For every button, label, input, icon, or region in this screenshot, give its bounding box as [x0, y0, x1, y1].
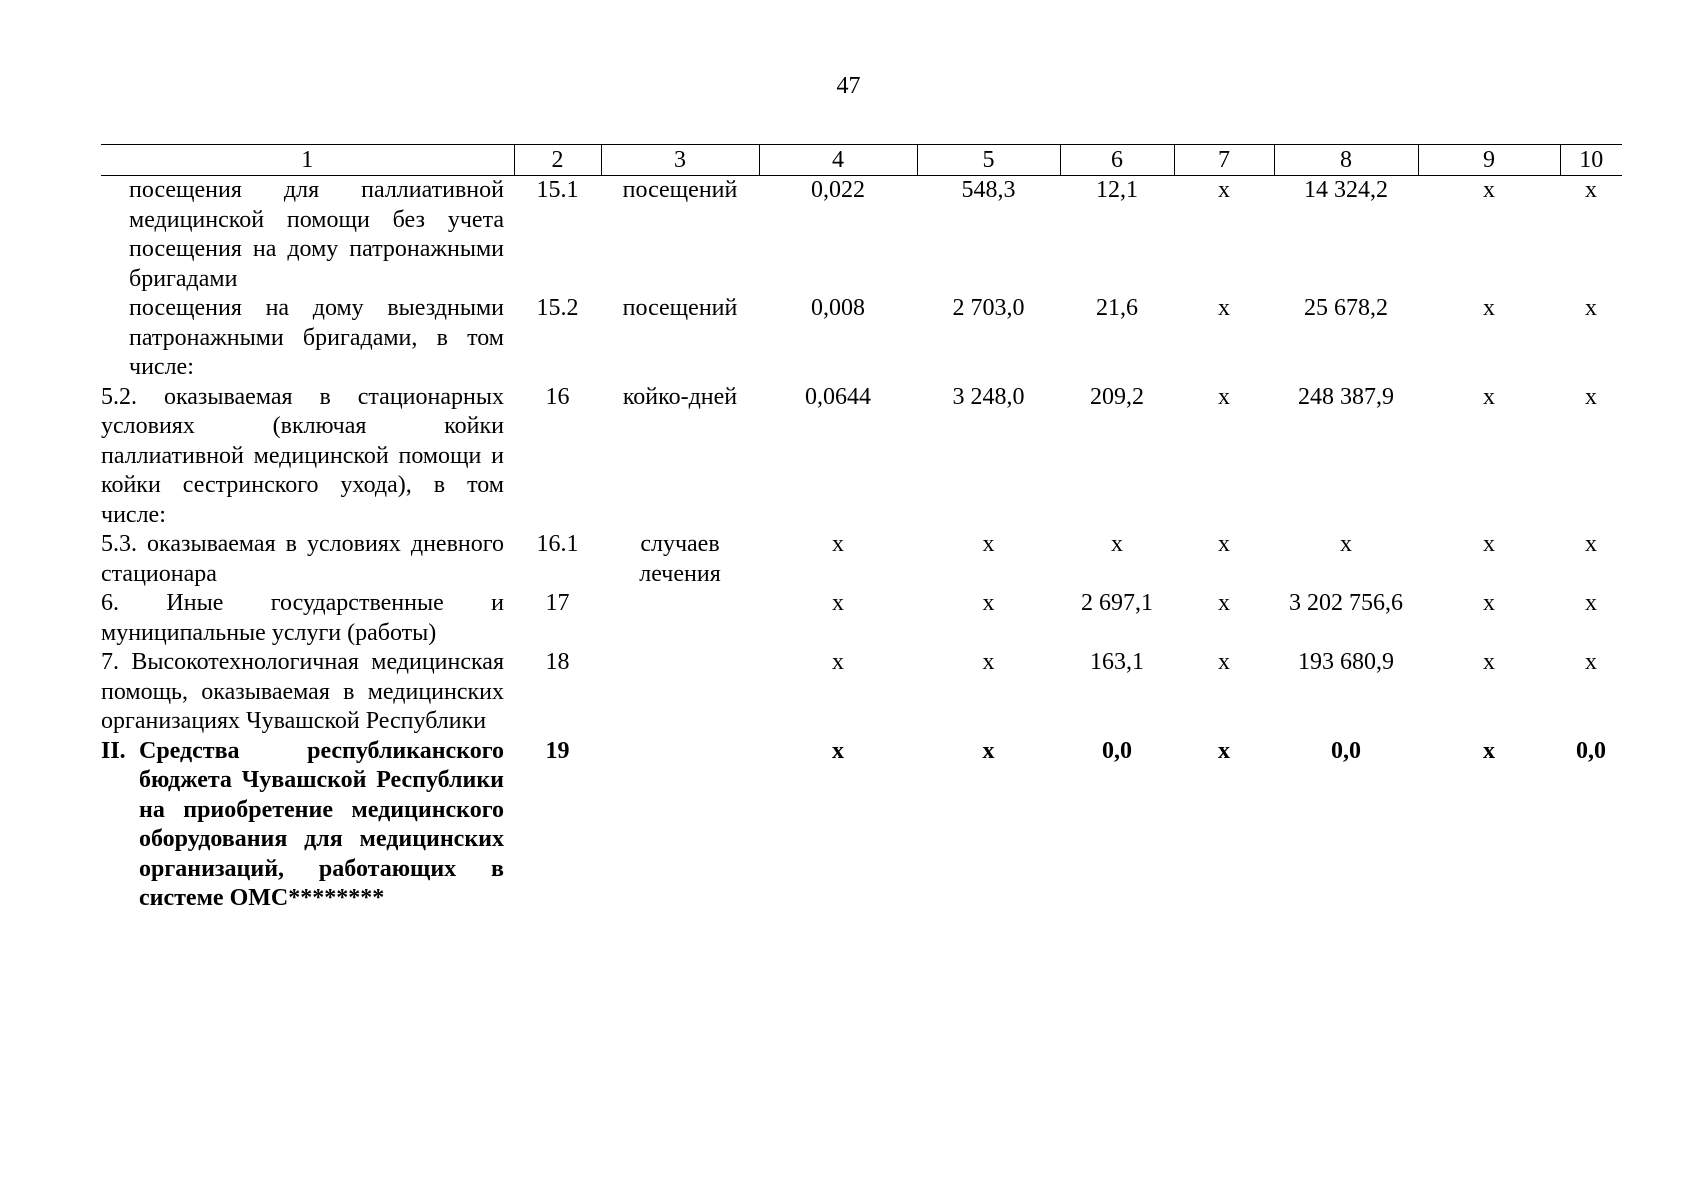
- row-col-8: 25 678,2: [1304, 295, 1388, 321]
- row-col-7: х: [1218, 590, 1230, 616]
- header-cell: 4: [759, 145, 917, 176]
- row-line-number: 18: [545, 649, 570, 675]
- row-col-6: 209,2: [1090, 383, 1144, 410]
- table-row: [101, 530, 1622, 589]
- header-cell: 2: [514, 145, 601, 176]
- row-col-6: 163,1: [1090, 649, 1144, 675]
- row-unit: [601, 648, 759, 737]
- row-col-5: 548,3: [961, 177, 1016, 203]
- row-col-4: х: [832, 531, 844, 557]
- row-col-8: х: [1340, 531, 1352, 557]
- row-col-10: х: [1585, 177, 1597, 203]
- row-col-4: х: [832, 737, 844, 764]
- row-col-7: х: [1218, 383, 1230, 410]
- row-col-10: х: [1585, 295, 1597, 321]
- row-col-5: х: [982, 590, 995, 616]
- header-cell: 6: [1060, 145, 1174, 176]
- row-col-4: х: [832, 590, 844, 616]
- row-col-7: х: [1218, 649, 1230, 675]
- row-col-6: 21,6: [1096, 295, 1138, 321]
- row-col-7: х: [1218, 531, 1230, 557]
- row-col-5: х: [982, 649, 995, 675]
- row-col-9: х: [1483, 383, 1495, 410]
- row-line-number: 15.2: [536, 295, 579, 321]
- row-col-8: 193 680,9: [1298, 649, 1394, 675]
- row-line-number: 16.1: [536, 531, 579, 557]
- row-col-10: х: [1585, 383, 1597, 410]
- header-row: [101, 145, 1622, 176]
- row-col-4: 0,008: [811, 295, 865, 321]
- header-cell: 3: [601, 145, 759, 176]
- row-col-8: 248 387,9: [1298, 383, 1394, 410]
- row-col-4: 0,022: [811, 177, 865, 203]
- row-name-cell: [101, 737, 514, 914]
- table-row: [101, 737, 1622, 914]
- table-row: [101, 589, 1622, 648]
- row-col-7: х: [1218, 295, 1230, 321]
- row-name: 7. Высокотехнологичная медицинская помощь, оказываемая в медицинских организациях Чувашской Республики: [101, 649, 504, 734]
- row-line-number: 17: [545, 590, 570, 616]
- row-col-5: 2 703,0: [952, 295, 1025, 321]
- row-col-6: 12,1: [1096, 177, 1138, 203]
- row-unit: посещений: [622, 177, 738, 203]
- table-row: [101, 648, 1622, 737]
- row-col-6: х: [1111, 531, 1123, 557]
- table-row: [101, 176, 1622, 295]
- data-table: [101, 144, 1622, 914]
- row-name: посещения для паллиативной медицинской помощи без учета посещения на дому патронажными бригадами: [129, 177, 504, 292]
- row-col-7: х: [1218, 737, 1230, 764]
- header-cell: 5: [917, 145, 1060, 176]
- row-col-10: х: [1585, 649, 1597, 675]
- row-name: 5.2. оказываемая в стационарных условиях (включая койки паллиативной медицинской помощи и койки сестринского ухода), в том числе:: [101, 383, 504, 528]
- row-col-4: 0,0644: [805, 383, 871, 410]
- row-col-9: х: [1483, 531, 1495, 557]
- table-row: [101, 383, 1622, 531]
- section-roman-number: II.: [101, 737, 126, 764]
- header-cell: 10: [1560, 145, 1622, 176]
- row-name: посещения на дому выездными патронажными бригадами, в том числе:: [129, 295, 504, 380]
- row-col-9: х: [1483, 295, 1495, 321]
- row-col-9: х: [1483, 177, 1495, 203]
- header-cell: 9: [1418, 145, 1560, 176]
- row-col-10: х: [1585, 590, 1597, 616]
- row-col-5: х: [982, 737, 995, 764]
- row-unit: случаев лечения: [639, 531, 721, 587]
- row-line-number: 19: [545, 737, 570, 764]
- header-cell: 7: [1174, 145, 1274, 176]
- row-col-4: х: [832, 649, 844, 675]
- row-col-9: х: [1483, 737, 1495, 764]
- row-col-8: 3 202 756,6: [1289, 590, 1403, 616]
- table-row: [101, 294, 1622, 383]
- row-name: 5.3. оказываемая в условиях дневного стационара: [101, 531, 504, 587]
- row-unit: койко-дней: [622, 383, 738, 410]
- row-col-10: х: [1585, 531, 1597, 557]
- row-col-9: х: [1483, 590, 1495, 616]
- row-col-6: 2 697,1: [1081, 590, 1153, 616]
- row-unit: посещений: [622, 295, 738, 321]
- header-cell: 8: [1274, 145, 1418, 176]
- page-number: 47: [836, 73, 861, 99]
- row-col-6: 0,0: [1102, 737, 1132, 764]
- row-col-10: 0,0: [1576, 737, 1606, 764]
- row-unit: [601, 737, 759, 914]
- header-cell: 1: [101, 145, 514, 176]
- row-unit: [601, 589, 759, 648]
- row-col-8: 14 324,2: [1304, 177, 1388, 203]
- row-col-7: х: [1218, 177, 1230, 203]
- row-col-5: х: [982, 531, 995, 557]
- row-name: 6. Иные государственные и муниципальные услуги (работы): [101, 590, 504, 646]
- row-col-9: х: [1483, 649, 1495, 675]
- row-col-5: 3 248,0: [952, 383, 1025, 410]
- row-line-number: 16: [545, 383, 570, 410]
- row-name: Средства республиканского бюджета Чувашской Республики на приобретение медицинского оборудования для медицинских организаций, работающих в системе ОМС********: [139, 737, 504, 911]
- row-line-number: 15.1: [536, 177, 579, 203]
- row-col-8: 0,0: [1331, 737, 1361, 764]
